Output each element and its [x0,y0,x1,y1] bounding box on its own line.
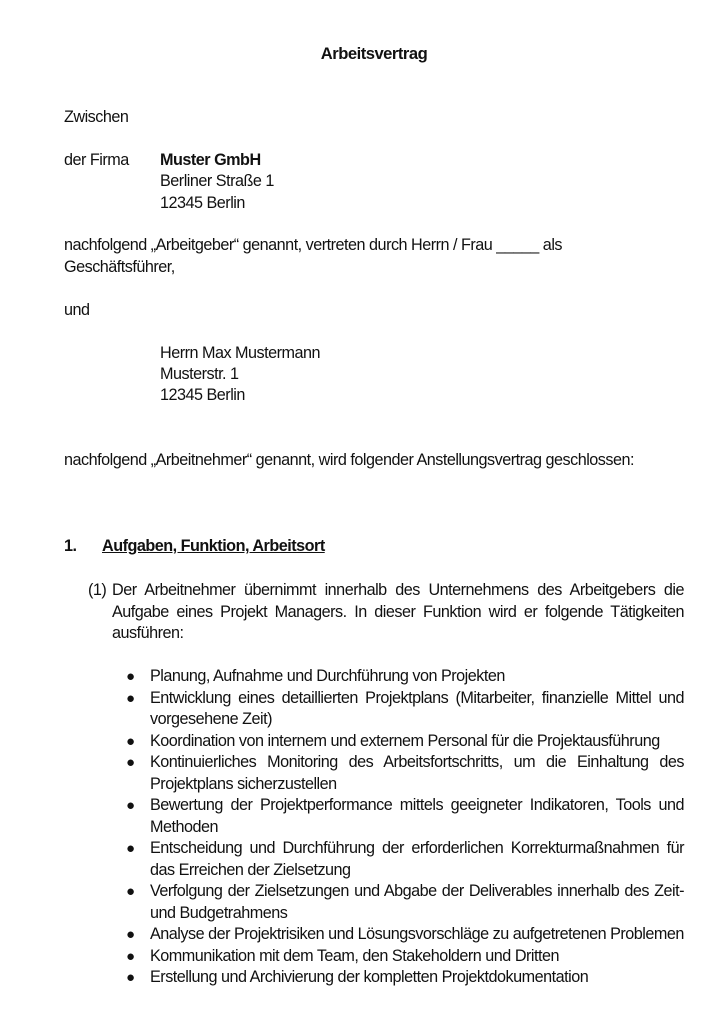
list-item [126,688,684,731]
section-title: Aufgaben, Funktion, Arbeitsort [102,537,325,555]
list-item [126,924,684,946]
employer-designation-line1: nachfolgend „Arbeitgeber“ genannt, vertreten durch Herrn / Frau _____ als [64,236,563,254]
bullet-icon: ● [126,969,135,986]
employer-name: Muster GmbH [160,151,261,169]
list-item [126,881,684,924]
bullet-icon: ● [126,926,135,943]
list-item-text: Verfolgung der Zielsetzungen und Abgabe der Deliverables innerhalb des Zeit- und Budgetrahmens [150,882,684,922]
list-item [126,946,684,968]
list-item-text: Kommunikation mit dem Team, den Stakeholdern und Dritten [150,946,559,965]
employee-city: 12345 Berlin [160,386,245,404]
employee-name: Herrn Max Mustermann [160,344,321,362]
employee-street: Musterstr. 1 [160,365,239,383]
bullet-icon: ● [126,840,135,857]
bullet-icon: ● [126,947,135,965]
paragraph-number: (1) [88,581,107,599]
list-item [126,666,684,688]
document-title: Arbeitsvertrag [320,44,428,63]
section-heading [64,537,325,556]
list-item-text: Koordination von internem und externem Personal für die Projektausführung [150,731,660,750]
employer-street: Berliner Straße 1 [160,172,274,190]
bullet-icon: ● [126,883,135,900]
section-number: 1. [64,537,77,555]
list-item [126,752,684,795]
bullet-icon: ● [126,689,135,707]
section-paragraph [88,580,684,645]
list-item [126,731,684,753]
list-item-text: Bewertung der Projektperformance mittels geeigneter Indikatoren, Tools und Methoden [150,796,684,836]
conjunction-text: und [64,301,90,319]
list-item-text: Erstellung und Archivierung der kompletten Projektdokumentation [150,968,589,986]
bullet-icon: ● [126,797,135,814]
bullet-icon: ● [126,732,135,750]
list-item [126,967,684,989]
task-list [126,666,684,989]
employee-designation: nachfolgend „Arbeitnehmer“ genannt, wird folgender Anstellungsvertrag geschlossen: [64,451,634,469]
list-item-text: Kontinuierliches Monitoring des Arbeitsfortschritts, um die Einhaltung des Projektplans sicherzustellen [150,753,684,793]
bullet-icon: ● [126,668,135,685]
list-item [126,795,684,838]
list-item-text: Entscheidung und Durchführung der erforderlichen Korrekturmaßnahmen für das Erreichen der Zielsetzung [150,839,684,879]
list-item [126,838,684,881]
list-item-text: Entwicklung eines detaillierten Projektplans (Mitarbeiter, finanzielle Mittel und vorgesehene Zeit) [150,688,684,728]
paragraph-text: Der Arbeitnehmer übernimmt innerhalb des Unternehmens des Arbeitgebers die Aufgabe eines Projekt Managers. In dieser Funktion wird er folgende Tätigkeiten ausführen: [112,581,684,642]
list-item-text: Planung, Aufnahme und Durchführung von Projekten [150,667,505,685]
bullet-icon: ● [126,754,135,771]
employer-label: der Firma [64,151,129,169]
intro-text: Zwischen [64,108,129,126]
employer-city: 12345 Berlin [160,194,245,212]
employer-designation-line2: Geschäftsführer, [64,258,175,276]
list-item-text: Analyse der Projektrisiken und Lösungsvorschläge zu aufgetretenen Problemen [150,925,684,943]
